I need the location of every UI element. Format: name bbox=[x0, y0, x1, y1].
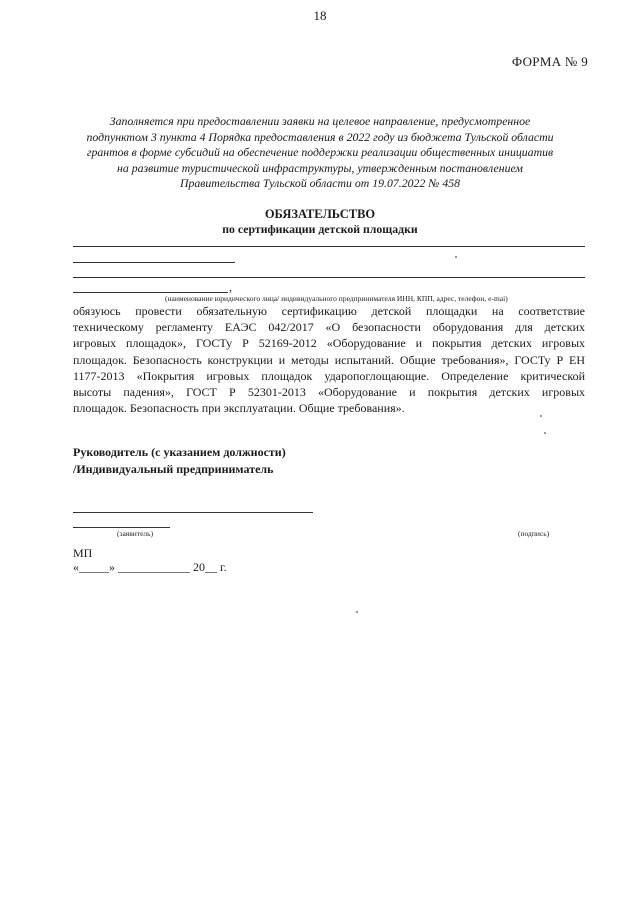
scan-speck bbox=[455, 256, 457, 258]
signature-line-long bbox=[73, 512, 313, 513]
stamp-label: МП bbox=[73, 546, 93, 560]
blank-line-1 bbox=[73, 246, 585, 247]
applicant-caption: (заявитель) bbox=[117, 529, 154, 538]
preamble-line: на развитие туристической инфраструктуры, утвержденным постановлением bbox=[117, 160, 523, 175]
body-line: 1177-2013 «Покрытия игровых площадок ударопоглощающие. Определение критической bbox=[73, 368, 585, 383]
preamble-line: подпунктом 3 пункта 4 Порядка предоставления в 2022 году из бюджета Тульской области bbox=[86, 129, 554, 144]
blank-line-4 bbox=[73, 292, 228, 293]
signer-subtitle: /Индивидуальный предприниматель bbox=[73, 461, 274, 476]
scan-speck bbox=[540, 415, 542, 417]
entity-comma: , bbox=[229, 280, 232, 294]
body-line: игровых площадок», ГОСТу Р 52169-2012 «Оборудование и покрытия детских игровых bbox=[73, 336, 585, 351]
scan-speck bbox=[544, 432, 546, 434]
form-number: ФОРМА № 9 bbox=[511, 54, 588, 69]
document-subtitle: по сертификации детской площадки bbox=[222, 222, 418, 236]
body-line: высоты падения», ГОСТ Р 52301-2013 «Оборудование и покрытия детских игровых bbox=[73, 385, 585, 400]
blank-line-3 bbox=[73, 277, 585, 278]
document-title: ОБЯЗАТЕЛЬСТВО bbox=[264, 207, 376, 221]
body-line: техническому регламенту ЕАЭС 042/2017 «О безопасности оборудования для детских bbox=[73, 320, 585, 335]
scan-speck bbox=[356, 611, 358, 613]
entity-caption: (наименование юридического лица/ индивидуального предпринимателя ИНН, КПП, адрес, телефон, e-mai) bbox=[165, 294, 508, 303]
page-number: 18 bbox=[313, 8, 327, 23]
signature-caption: (подпись) bbox=[518, 529, 550, 538]
body-line: обязуюсь провести обязательную сертификацию детской площадки на соответствие bbox=[73, 304, 585, 318]
signature-line-short bbox=[73, 527, 170, 528]
blank-line-2 bbox=[73, 262, 235, 263]
body-line: площадок. Безопасность при эксплуатации. Общие требования». bbox=[73, 401, 405, 416]
preamble-line: Правительства Тульской области от 19.07.2022 № 458 bbox=[179, 176, 461, 190]
signer-block bbox=[73, 444, 286, 477]
signer-title: Руководитель (с указанием должности) bbox=[73, 445, 286, 459]
date-line: «_____» ____________ 20__ г. bbox=[73, 560, 227, 574]
preamble bbox=[60, 114, 580, 192]
preamble-line: Заполняется при предоставлении заявки на целевое направление, предусмотренное bbox=[109, 114, 531, 128]
body-line: площадок. Безопасность конструкции и методы испытаний. Общие требования», ГОСТу Р ЕН bbox=[73, 352, 585, 367]
obligation-text bbox=[73, 303, 585, 416]
preamble-line: грантов в форме субсидий на обеспечение поддержки реализации общественных инициатив bbox=[86, 145, 554, 159]
